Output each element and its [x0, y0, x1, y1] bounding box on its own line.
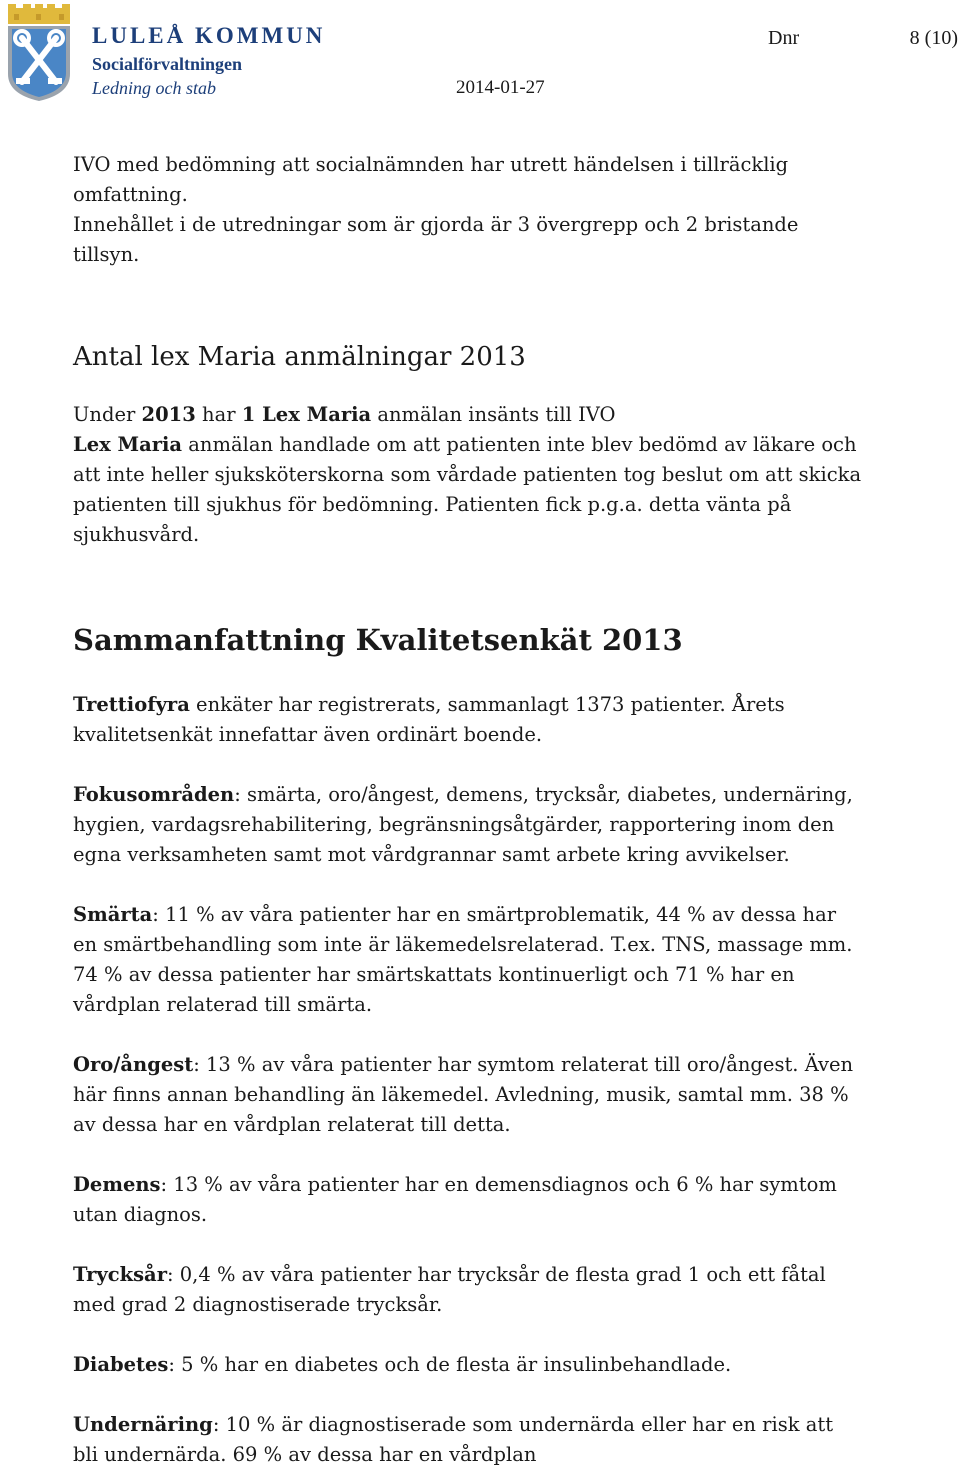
lex-maria-count-paragraph — [73, 400, 863, 430]
item-text: 11 % av våra patienter har en smärtproblematik, 44 % av dessa har en smärtbehandling som inte är läkemedelsrelaterad. T.ex. TNS, massage mm. 74 % av dessa patienter har smärtskattats kontinuerligt och 71 % har en vårdplan relaterad till smärta. — [73, 903, 853, 1016]
item-label: Oro/ångest — [73, 1053, 194, 1076]
item-separator: : — [168, 1353, 182, 1376]
item-text: 5 % har en diabetes och de flesta är insulinbehandlade. — [181, 1353, 732, 1376]
item-separator: : — [234, 783, 247, 806]
item-text: 0,4 % av våra patienter har trycksår de flesta grad 1 och ett fåtal med grad 2 diagnostiserade trycksår. — [73, 1263, 826, 1316]
organization-block — [92, 22, 325, 100]
text-span: Under — [73, 403, 142, 426]
text-span: anmälan handlade om att patienten inte blev bedömd av läkare och att inte heller sjuksköterskorna som vårdade patienten tog beslut om att skicka patienten till sjukhus för bedömning. Patienten fick p.g.a. detta vänta på sjukhusvård. — [73, 433, 862, 546]
item-text: 13 % av våra patienter har en demensdiagnos och 6 % har symtom utan diagnos. — [73, 1173, 837, 1226]
summary-item-focus-areas — [73, 780, 863, 870]
organization-name: LULEÅ KOMMUN — [92, 23, 326, 48]
document-body — [73, 150, 863, 1470]
summary-item-anxiety — [73, 1050, 863, 1140]
summary-item-malnutrition — [73, 1410, 863, 1470]
item-text: 10 % är diagnostiserade som undernärda eller har en risk att bli undernärda. 69 % av dessa har en vårdplan — [73, 1413, 834, 1466]
item-separator: : — [152, 903, 166, 926]
unit-name: Ledning och stab — [92, 78, 216, 98]
document-header — [0, 0, 960, 110]
intro-line-1: IVO med bedömning att socialnämnden har utrett händelsen i tillräcklig — [73, 153, 789, 176]
item-separator: : — [166, 1263, 180, 1286]
lex-maria-description — [73, 430, 863, 550]
item-label: Diabetes — [73, 1353, 169, 1376]
intro-paragraph — [73, 150, 863, 270]
intro-line-2: omfattning. — [73, 183, 188, 206]
item-separator: : — [160, 1173, 174, 1196]
document-date: 2014-01-27 — [456, 77, 545, 98]
text-span: enkäter har registrerats, sammanlagt 1373 patienter. Årets kvalitetsenkät innefattar även ordinärt boende. — [73, 693, 785, 746]
item-label: Undernäring — [73, 1413, 213, 1436]
survey-count: Trettiofyra — [73, 693, 190, 716]
page-number: 8 (10) — [909, 27, 958, 49]
item-separator: : — [212, 1413, 226, 1436]
report-count: 1 Lex Maria — [241, 403, 372, 426]
summary-heading: Sammanfattning Kvalitetsenkät 2013 — [73, 623, 683, 657]
coat-of-arms-icon — [4, 4, 74, 102]
item-label: Smärta — [73, 903, 153, 926]
dnr-label: Dnr — [768, 27, 800, 49]
summary-item-pressure-ulcers — [73, 1260, 863, 1320]
lex-maria-heading: Antal lex Maria anmälningar 2013 — [73, 342, 526, 372]
summary-item-pain — [73, 900, 863, 1020]
text-span: anmälan insänts till IVO — [371, 403, 616, 426]
text-span: har — [195, 403, 242, 426]
item-label: Trycksår — [73, 1263, 167, 1286]
summary-intro — [73, 690, 863, 750]
lex-maria-term: Lex Maria — [73, 433, 183, 456]
item-text: 13 % av våra patienter har symtom relaterat till oro/ångest. Även här finns annan behandling än läkemedel. Avledning, musik, samtal mm. 38 % av dessa har en vårdplan relaterat till detta. — [73, 1053, 854, 1136]
summary-item-dementia — [73, 1170, 863, 1230]
department-name: Socialförvaltningen — [92, 54, 243, 74]
item-separator: : — [193, 1053, 207, 1076]
year-value: 2013 — [141, 403, 196, 426]
item-label: Demens — [73, 1173, 161, 1196]
item-text: smärta, oro/ångest, demens, trycksår, diabetes, undernäring, hygien, vardagsrehabilitering, begränsningsåtgärder, rapportering inom den egna verksamheten samt mot vårdgrannar samt arbete kring avvikelser. — [73, 783, 853, 866]
summary-item-diabetes — [73, 1350, 863, 1380]
intro-line-3: Innehållet i de utredningar som är gjorda är 3 övergrepp och 2 bristande tillsyn. — [73, 213, 799, 266]
item-label: Fokusområden — [73, 783, 235, 806]
